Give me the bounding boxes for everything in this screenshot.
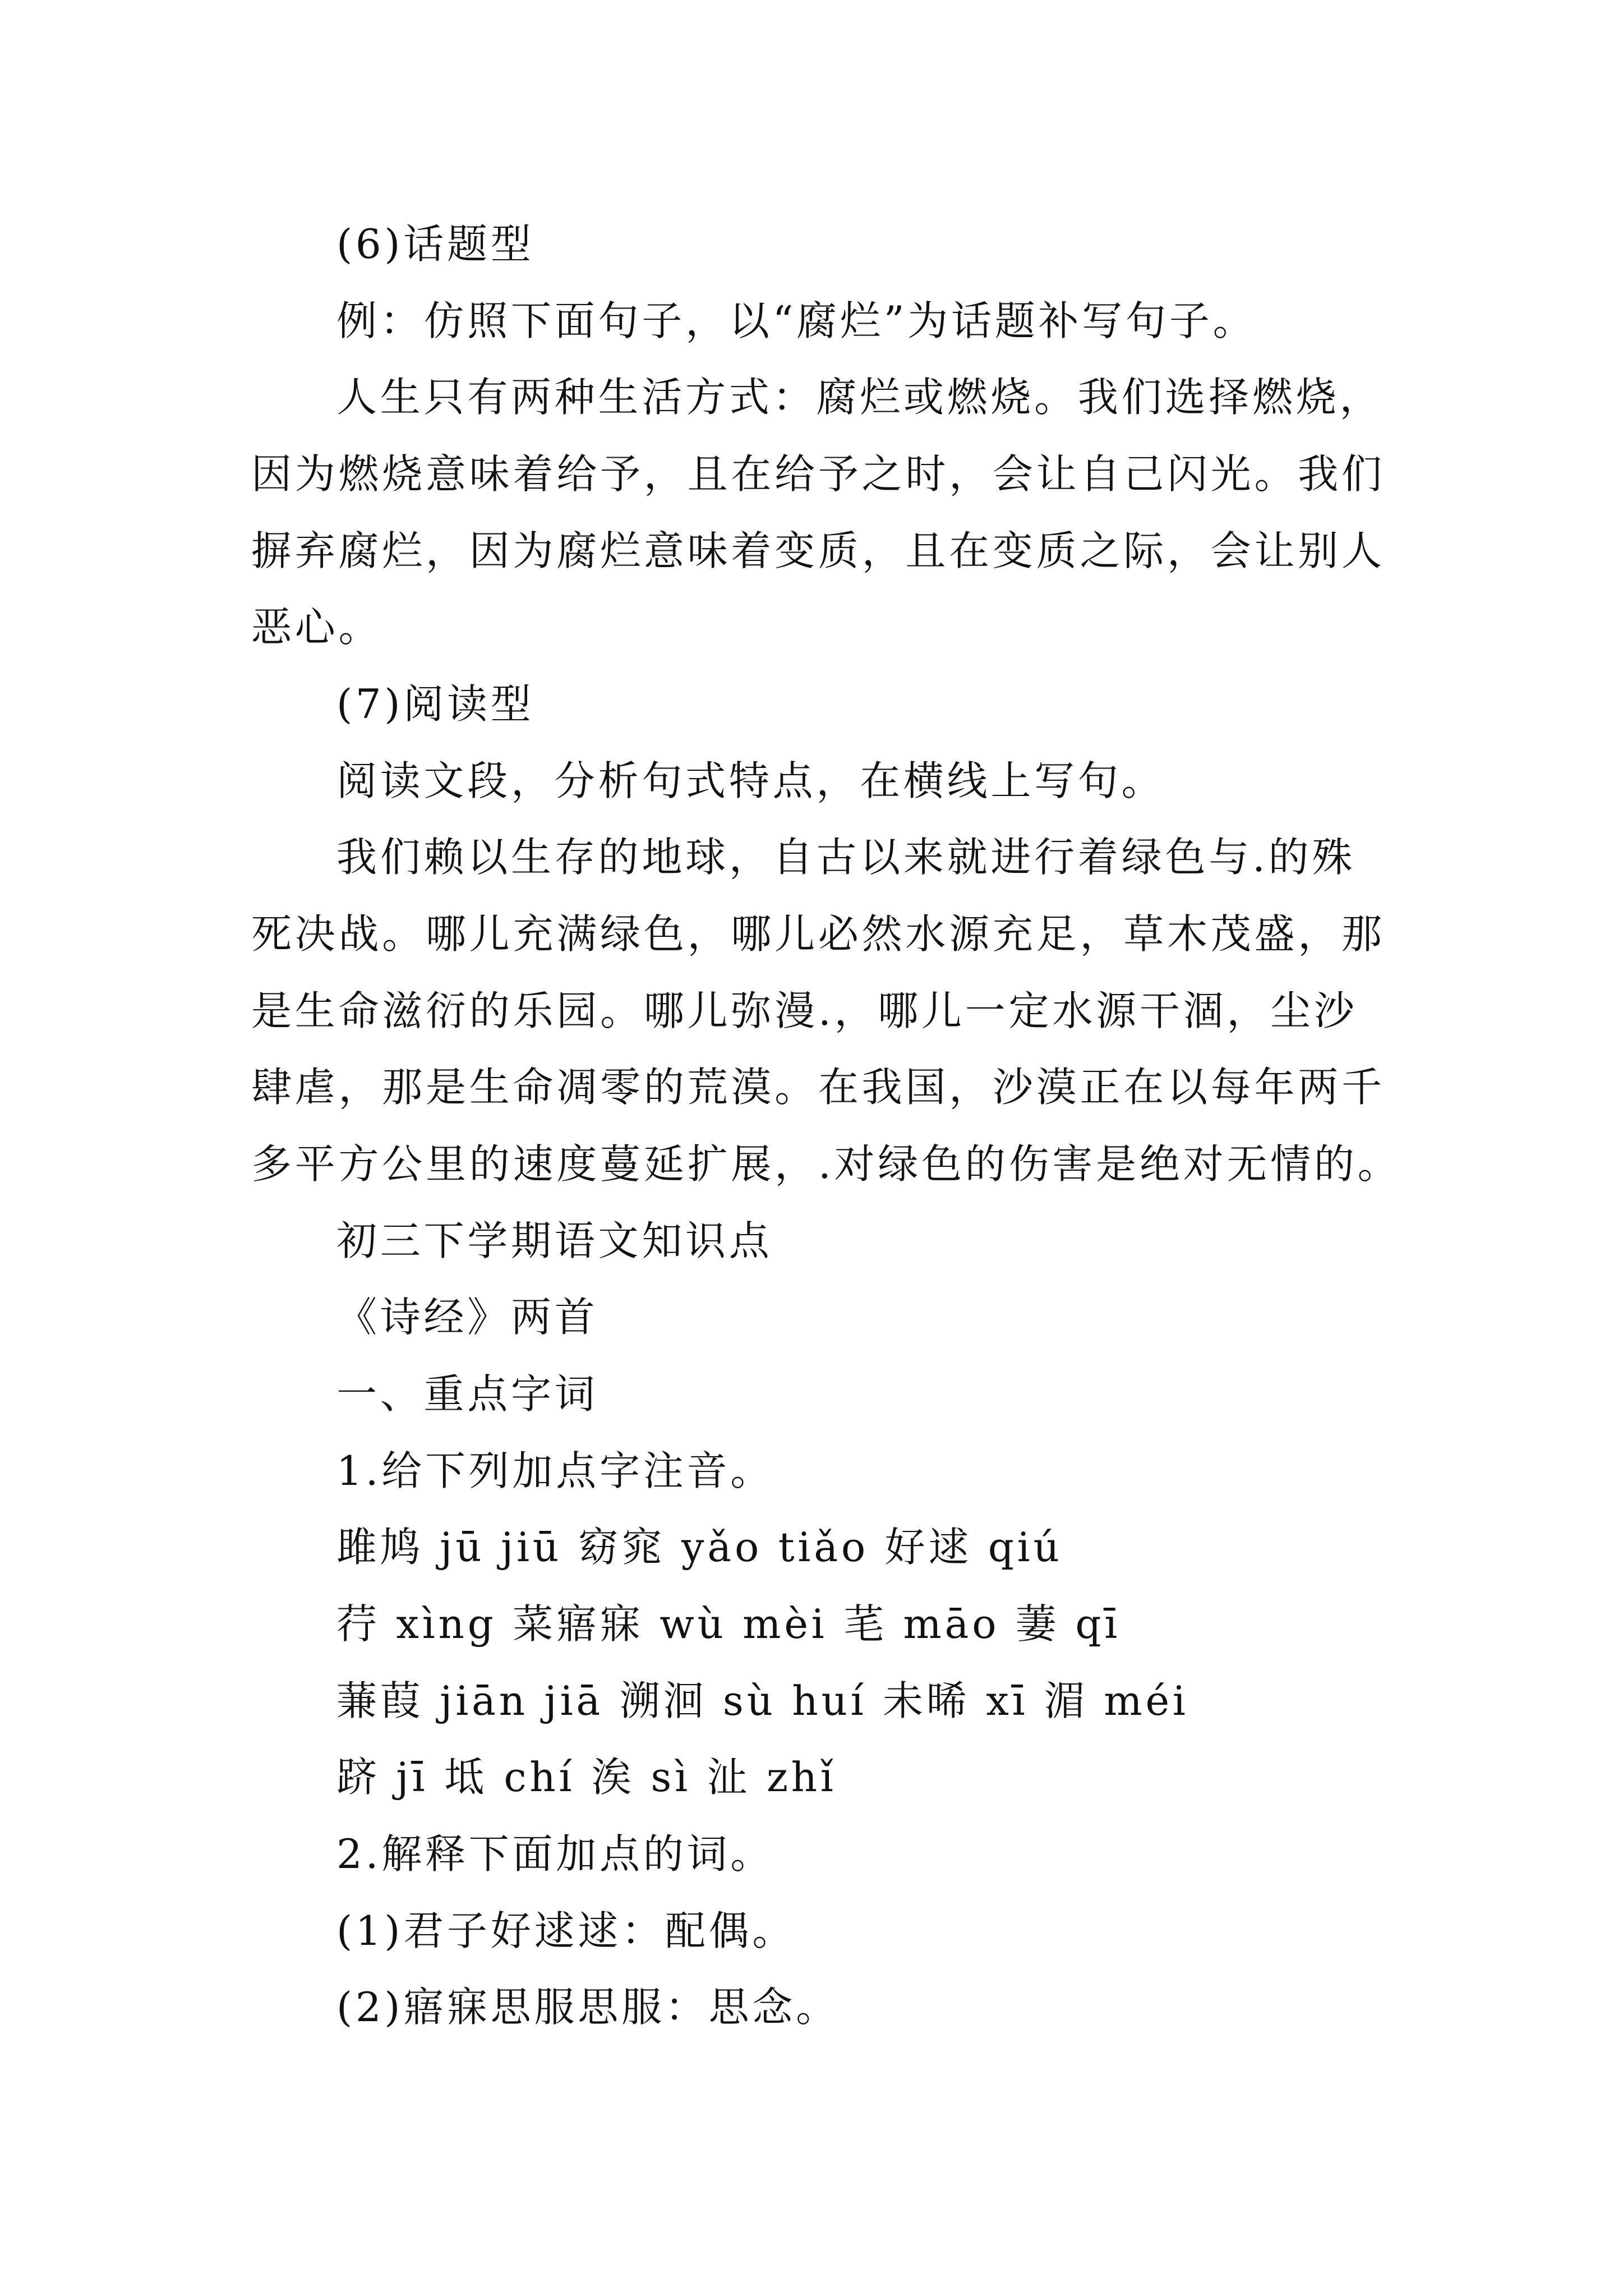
question-1: 1.给下列加点字注音。 — [336, 1447, 774, 1494]
lesson-title: 《诗经》两首 — [336, 1294, 598, 1341]
pinyin-line: 雎鸠 jū jiū 窈窕 yǎo tiǎo 好逑 qiú — [336, 1524, 1063, 1571]
heading-reading-type: (7)阅读型 — [336, 680, 534, 728]
reading-instruction: 阅读文段，分析句式特点，在横线上写句。 — [336, 757, 1165, 804]
example-instruction: 例：仿照下面句子，以“腐烂”为话题补写句子。 — [336, 297, 1257, 344]
paragraph-line: 因为燃烧意味着给予，且在给予之时，会让自己闪光。我们 — [251, 450, 1385, 498]
answer-line: (1)君子好逑逑：配偶。 — [336, 1907, 796, 1954]
paragraph-line: 多平方公里的速度蔓延扩展，.对绿色的伤害是绝对无情的。 — [251, 1140, 1401, 1188]
paragraph-line: 人生只有两种生活方式：腐烂或燃烧。我们选择燃烧， — [336, 374, 1384, 421]
section-title: 初三下学期语文知识点 — [336, 1217, 773, 1264]
paragraph-line: 肆虐，那是生命凋零的荒漠。在我国，沙漠正在以每年两千 — [251, 1064, 1385, 1111]
pinyin-line: 荇 xìng 菜寤寐 wù mèi 芼 māo 萋 qī — [336, 1600, 1121, 1648]
paragraph-line: 是生命滋衍的乐园。哪儿弥漫.，哪儿一定水源干涸，尘沙 — [251, 987, 1358, 1034]
paragraph-line: 我们赖以生存的地球，自古以来就进行着绿色与.的殊 — [336, 834, 1356, 881]
pinyin-line: 蒹葭 jiān jiā 溯洄 sù huí 未晞 xī 湄 méi — [336, 1677, 1189, 1724]
subsection-heading: 一、重点字词 — [336, 1370, 598, 1418]
heading-topic-type: (6)话题型 — [336, 220, 534, 268]
question-2: 2.解释下面加点的词。 — [336, 1830, 774, 1878]
paragraph-line: 恶心。 — [251, 604, 382, 651]
answer-line: (2)寤寐思服思服：思念。 — [336, 1984, 840, 2031]
paragraph-line: 死决战。哪儿充满绿色，哪儿必然水源充足，草木茂盛，那 — [251, 910, 1385, 958]
paragraph-line: 摒弃腐烂，因为腐烂意味着变质，且在变质之际，会让别人 — [251, 527, 1385, 574]
pinyin-line: 跻 jī 坻 chí 涘 sì 沚 zhǐ — [336, 1754, 837, 1801]
